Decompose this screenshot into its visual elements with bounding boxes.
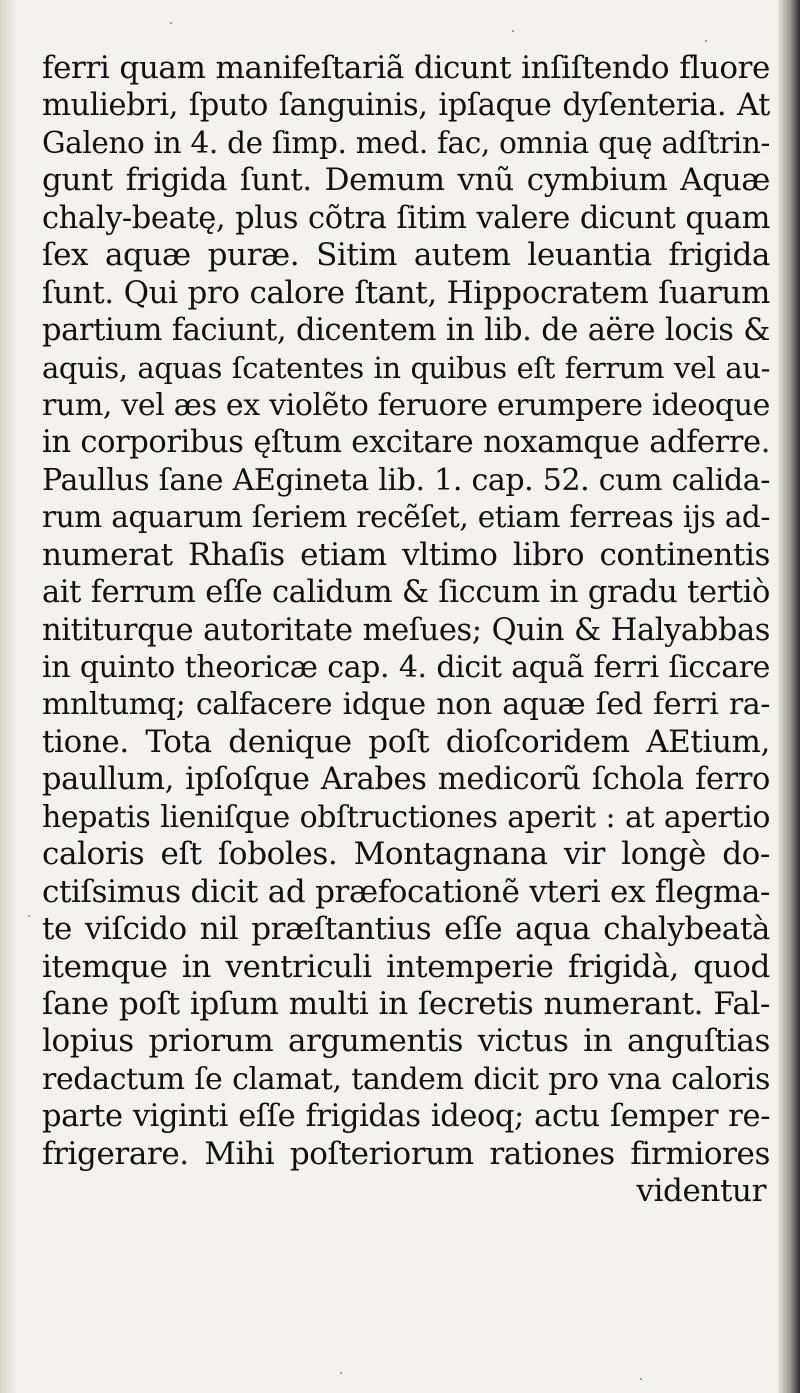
text-line: rum, vel æs ex violẽto feruore erumpere ideoque <box>42 387 770 423</box>
text-line: te viſcido nil præſtantius eſſe aqua chalybeatà <box>42 911 770 948</box>
page-edge <box>778 0 800 1393</box>
text-line: tione. Tota denique poſt dioſcoridem AEtium, <box>42 723 770 760</box>
text-line: ait ferrum eſſe calidum & ſiccum in gradu tertiò <box>42 575 770 611</box>
text-line: gunt frigida ſunt. Demum vnũ cymbium Aquæ <box>42 162 770 199</box>
text-line: numerat Rhaſis etiam vltimo libro continentis <box>42 536 770 573</box>
text-line: nititurque autoritate meſues; Quin & Halyabbas <box>42 612 770 648</box>
text-line: rum aquarum ſeriem recẽſet, etiam ferreas ijs ad- <box>42 500 770 535</box>
text-line: muliebri, ſputo ſanguinis, ipſaque dyſenteria. At <box>42 88 770 124</box>
text-line: paullum, ipſoſque Arabes medicorũ ſchola ferro <box>42 762 770 798</box>
text-line: itemque in ventriculi intemperie frigidà, quod <box>42 948 770 985</box>
text-line: ſane poſt ipſum multi in ſecretis numerant. Fal- <box>42 985 770 1022</box>
page-gutter-shadow <box>0 0 18 1393</box>
text-line: caloris eſt ſoboles. Montagnana vir longè do- <box>42 836 770 873</box>
text-line: mnltumq; calfacere idque non aquæ ſed ferri ra- <box>42 687 770 723</box>
text-line: in quinto theoricæ cap. 4. dicit aquã ferri ſiccare <box>42 650 770 685</box>
text-line: partium faciunt, dicentem in lib. de aëre locis & <box>42 313 770 349</box>
text-line: frigerare. Mihi poſteriorum rationes firmiores <box>42 1135 770 1172</box>
text-line: chaly-beatę, plus cõtra ſitim valere dicunt quam <box>42 200 770 236</box>
catchword: videntur <box>636 1173 766 1210</box>
text-line: aquis, aquas ſcatentes in quibus eſt ferrum vel au- <box>42 350 770 385</box>
text-line: hepatis lieniſque obſtructiones aperit : at apertio <box>42 799 770 835</box>
text-line: parte viginti eſſe frigidas ideoq; actu ſemper re- <box>42 1099 770 1135</box>
text-line: ferri quam manifeſtariã dicunt inſiſtendo fluore <box>42 50 770 86</box>
text-line: in corporibus ęſtum excitare noxamque adferre. <box>42 425 770 461</box>
text-line: ſunt. Qui pro calore ſtant, Hippocratem ſuarum <box>42 274 770 311</box>
text-line: redactum ſe clamat, tandem dicit pro vna caloris <box>42 1061 770 1097</box>
text-line: Galeno in 4. de ſimp. med. fac, omnia quę adſtrin- <box>42 125 770 160</box>
body-text <box>42 50 770 1211</box>
text-line: Paullus ſane AEgineta lib. 1. cap. 52. cum calida- <box>42 462 770 498</box>
text-line: lopius priorum argumentis victus in anguſtias <box>42 1023 770 1060</box>
text-line: ſex aquæ puræ. Sitim autem leuantia frigida <box>42 237 770 274</box>
text-line: ctiſsimus dicit ad præfocationẽ vteri ex flegma- <box>42 873 770 910</box>
